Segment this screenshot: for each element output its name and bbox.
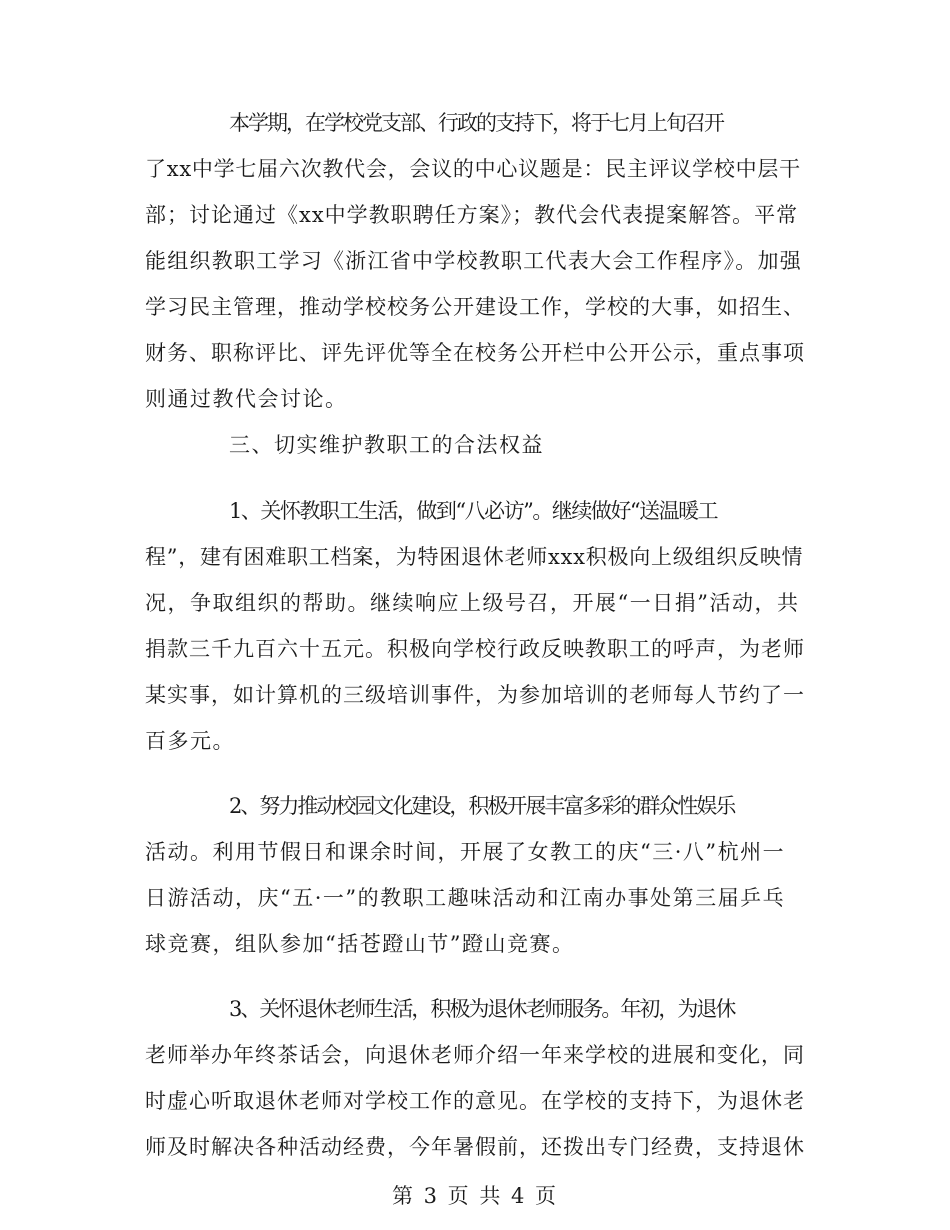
paragraph-2-line-4: 捐款三千九百六十五元。积极向学校行政反映教职工的呼声，为老师 [145,637,805,661]
paragraph-1-line-7: 则通过教代会讨论。 [145,387,348,411]
paragraph-1-line-5: 学习民主管理，推动学校校务公开建设工作，学校的大事，如招生、 [145,295,805,319]
paragraph-1-line-1: 本学期，在学校党支部、行政的支持下，将于七月上旬召开 [229,111,723,135]
paragraph-1-line-3: 部；讨论通过《xx中学教职聘任方案》；教代会代表提案解答。平常 [145,203,799,227]
paragraph-1-line-6: 财务、职称评比、评先评优等全在校务公开栏中公开公示，重点事项 [145,341,805,365]
section-heading: 三、切实维护教职工的合法权益 [229,433,544,457]
paragraph-3-line-3: 日游活动，庆“五·一”的教职工趣味活动和江南办事处第三届乒乓 [145,886,786,910]
paragraph-2-line-2: 程”，建有困难职工档案，为特困退休老师xxx积极向上级组织反映情 [145,545,804,569]
paragraph-4-line-1: 3、关怀退休老师生活，积极为退休老师服务。年初，为退休 [229,997,735,1021]
paragraph-4-line-2: 老师举办年终茶话会，向退休老师介绍一年来学校的进展和变化，同 [145,1043,805,1067]
page-number-footer: 第 3 页 共 4 页 [391,1184,559,1208]
paragraph-2-line-5: 某实事，如计算机的三级培训事件，为参加培训的老师每人节约了一 [145,683,805,707]
paragraph-3-line-1: 2、努力推动校园文化建设，积极开展丰富多彩的群众性娱乐 [229,794,735,818]
paragraph-2-line-6: 百多元。 [145,729,235,753]
paragraph-4-line-3: 时虚心听取退休老师对学校工作的意见。在学校的支持下，为退休老 [145,1089,805,1113]
paragraph-3-line-4: 球竞赛，组队参加“括苍蹬山节”蹬山竞赛。 [145,932,575,956]
paragraph-2-line-3: 况，争取组织的帮助。继续响应上级号召，开展“一日捐”活动，共 [145,591,800,615]
paragraph-2-line-1: 1、关怀教职工生活，做到“八必访”。继续做好“送温暖工 [229,499,718,523]
paragraph-1-line-4: 能组织教职工学习《浙江省中学校教职工代表大会工作程序》。加强 [145,249,802,273]
paragraph-1-line-2: 了xx中学七届六次教代会，会议的中心议题是：民主评议学校中层干 [145,157,801,181]
paragraph-3-line-2: 活动。利用节假日和课余时间，开展了女教工的庆“三·八”杭州一 [145,840,786,864]
paragraph-4-line-4: 师及时解决各种活动经费，今年暑假前，还拨出专门经费，支持退休 [145,1135,805,1159]
